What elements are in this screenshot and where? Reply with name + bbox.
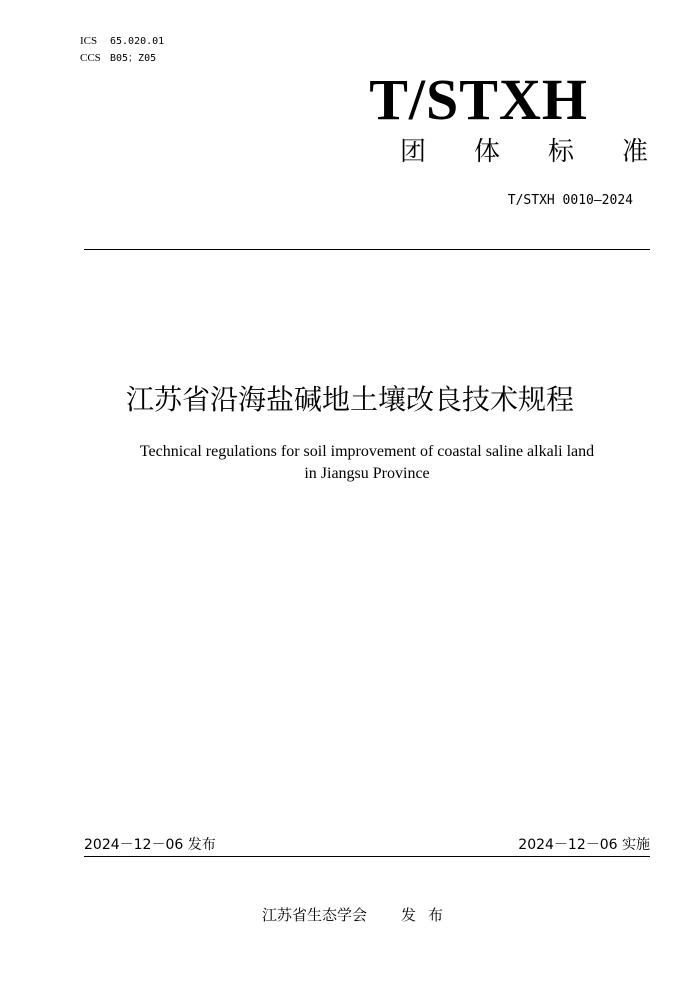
publisher-name: 江苏省生态学会 — [262, 906, 368, 924]
title-chinese: 江苏省沿海盐碱地土壤改良技术规程 — [125, 383, 574, 416]
release-date: 2024－12－06 发布 — [84, 837, 216, 853]
title-english — [0, 441, 700, 485]
title-english-line-2: in Jiangsu Province — [304, 465, 430, 482]
ics-label: ICS — [80, 35, 98, 47]
ics-value: 65.020.01 — [110, 36, 165, 47]
ccs-row — [80, 50, 164, 67]
publisher-line — [262, 904, 455, 926]
standard-number: T/STXH 0010—2024 — [507, 193, 633, 208]
top-divider — [84, 249, 650, 250]
classification-codes — [80, 33, 164, 67]
publish-action: 发布 — [401, 906, 456, 924]
bottom-divider — [84, 856, 650, 857]
ccs-label: CCS — [80, 52, 101, 64]
organization-logo: T/STXH — [369, 67, 588, 132]
ccs-value: B05；Z05 — [110, 53, 157, 64]
ics-row — [80, 33, 164, 50]
title-english-line-1: Technical regulations for soil improvement of coastal saline alkali land — [139, 443, 595, 460]
implementation-date: 2024－12－06 实施 — [518, 837, 650, 853]
standard-type: 团体标准 — [399, 137, 696, 167]
